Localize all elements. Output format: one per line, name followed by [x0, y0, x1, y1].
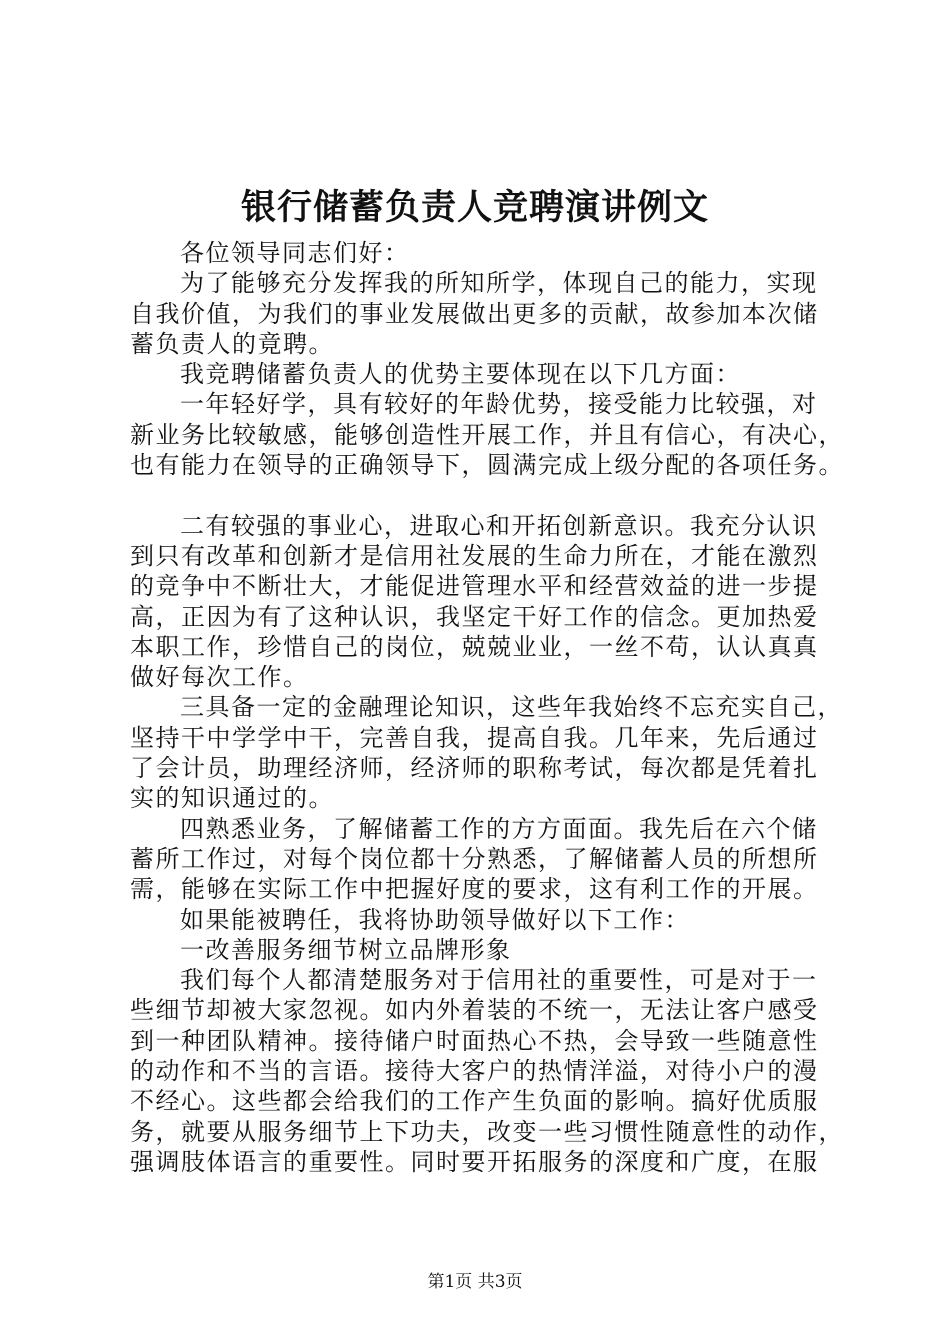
paragraph-line: 高，正因为有了这种认识，我坚定干好工作的信念。更加热爱	[130, 602, 819, 631]
paragraph-line: 到一种团队精神。接待储户时面热心不热，会导致一些随意性	[130, 1026, 819, 1055]
paragraph-line: 新业务比较敏感，能够创造性开展工作，并且有信心，有决心，	[130, 420, 844, 449]
section-heading-line: 一改善服务细节树立品牌形象	[180, 935, 512, 964]
paragraph-line: 四熟悉业务，了解储蓄工作的方方面面。我先后在六个储	[180, 814, 818, 843]
page-footer: 第1页 共3页	[427, 1272, 523, 1292]
paragraph-line: 些细节却被大家忽视。如内外着装的不统一，无法让客户感受	[130, 996, 819, 1025]
paragraph-line: 做好每次工作。	[130, 663, 309, 692]
paragraph-line: 蓄所工作过，对每个岗位都十分熟悉，了解储蓄人员的所想所	[130, 844, 819, 873]
paragraph-line: 为了能够充分发挥我的所知所学，体现自己的能力，实现	[180, 269, 818, 298]
paragraph-line: 强调肢体语言的重要性。同时要开拓服务的深度和广度，在服	[130, 1147, 819, 1176]
paragraph-line: 如果能被聘任，我将协助领导做好以下工作：	[180, 905, 690, 934]
paragraph-line: 不经心。这些都会给我们的工作产生负面的影响。搞好优质服	[130, 1087, 819, 1116]
paragraph-line: 三具备一定的金融理论知识，这些年我始终不忘充实自己，	[180, 693, 843, 722]
greeting-line: 各位领导同志们好：	[180, 239, 410, 267]
paragraph-line: 了会计员，助理经济师，经济师的职称考试，每次都是凭着扎	[130, 754, 819, 783]
paragraph-line: 二有较强的事业心，进取心和开拓创新意识。我充分认识	[180, 511, 818, 540]
document-body	[130, 238, 844, 1177]
paragraph-line: 的竞争中不断壮大，才能促进管理水平和经营效益的进一步提	[130, 572, 819, 601]
document-title: 银行储蓄负责人竞聘演讲例文	[240, 187, 709, 228]
paragraph-line: 坚持干中学学中干，完善自我，提高自我。几年来，先后通过	[130, 723, 819, 752]
paragraph-line: 一年轻好学，具有较好的年龄优势，接受能力比较强，对	[180, 390, 818, 419]
paragraph-line: 我们每个人都清楚服务对于信用社的重要性，可是对于一	[180, 966, 818, 995]
paragraph-line: 自我价值，为我们的事业发展做出更多的贡献，故参加本次储	[130, 299, 819, 328]
paragraph-line: 蓄负责人的竟聘。	[130, 329, 334, 358]
blank-line	[130, 480, 835, 510]
paragraph-line: 实的知识通过的。	[130, 784, 334, 813]
paragraph-line: 的动作和不当的言语。接待大客户的热情洋溢，对待小户的漫	[130, 1057, 819, 1086]
paragraph-line: 需，能够在实际工作中把握好度的要求，这有利工作的开展。	[130, 875, 819, 904]
paragraph-line: 务，就要从服务细节上下功夫，改变一些习惯性随意性的动作，	[130, 1117, 844, 1146]
paragraph-line: 本职工作，珍惜自己的岗位，兢兢业业，一丝不苟，认认真真	[130, 632, 819, 661]
paragraph-line: 到只有改革和创新才是信用社发展的生命力所在，才能在激烈	[130, 541, 819, 570]
paragraph-line: 我竞聘储蓄负责人的优势主要体现在以下几方面：	[180, 360, 741, 389]
paragraph-line: 也有能力在领导的正确领导下，圆满完成上级分配的各项任务。	[130, 451, 844, 480]
